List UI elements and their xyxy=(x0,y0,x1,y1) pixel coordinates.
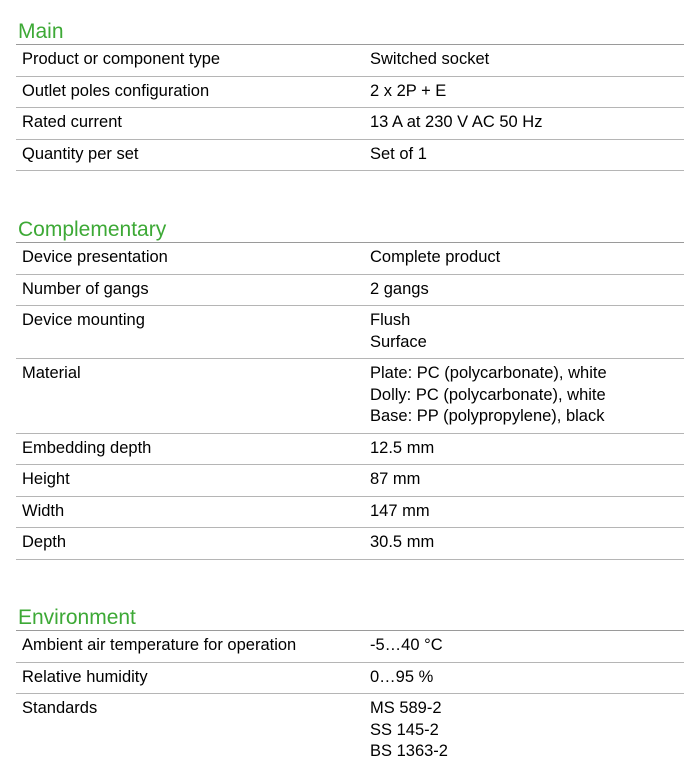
row-value xyxy=(364,275,684,306)
value-line: Flush xyxy=(370,311,411,329)
row-value xyxy=(364,140,684,171)
value-line: 0…95 % xyxy=(370,667,434,686)
value-line: 12.5 mm xyxy=(370,438,435,457)
value-line: Complete product xyxy=(370,248,501,266)
table-row xyxy=(16,694,684,768)
row-label: Ambient air temperature for operation xyxy=(22,636,297,654)
value-line: BS 1363-2 xyxy=(370,742,448,760)
row-value xyxy=(364,434,684,465)
value-line: Switched socket xyxy=(370,50,490,68)
row-label: Material xyxy=(22,364,81,382)
spec-table xyxy=(16,242,684,560)
row-value xyxy=(364,465,684,496)
value-line: Set of 1 xyxy=(370,144,427,163)
row-value xyxy=(364,497,684,528)
section-title: Complementary xyxy=(18,218,167,241)
row-value xyxy=(364,359,684,433)
table-row xyxy=(16,140,684,172)
row-label: Device presentation xyxy=(22,248,168,266)
section-title: Main xyxy=(18,20,64,43)
row-label: Width xyxy=(22,501,65,520)
row-value xyxy=(364,243,684,274)
table-row xyxy=(16,45,684,77)
value-line: 87 mm xyxy=(370,470,421,488)
table-row xyxy=(16,243,684,275)
value-line: SS 145-2 xyxy=(370,720,439,739)
table-row xyxy=(16,275,684,307)
row-label: Outlet poles configuration xyxy=(22,81,210,100)
value-line: 2 gangs xyxy=(370,279,429,298)
row-value xyxy=(364,631,684,662)
table-row xyxy=(16,77,684,109)
row-label: Device mounting xyxy=(22,311,145,329)
row-label: Product or component type xyxy=(22,50,221,68)
value-line: Base: PP (polypropylene), black xyxy=(370,407,605,425)
value-line: 30.5 mm xyxy=(370,533,435,551)
value-line: Dolly: PC (polycarbonate), white xyxy=(370,385,606,404)
table-row xyxy=(16,306,684,359)
value-line: Plate: PC (polycarbonate), white xyxy=(370,364,607,382)
row-label: Relative humidity xyxy=(22,667,148,686)
table-row xyxy=(16,631,684,663)
table-row xyxy=(16,497,684,529)
row-value xyxy=(364,77,684,108)
table-row xyxy=(16,528,684,560)
row-label: Standards xyxy=(22,699,98,717)
table-row xyxy=(16,108,684,140)
row-value xyxy=(364,663,684,694)
spec-table xyxy=(16,630,684,768)
table-row xyxy=(16,359,684,434)
section-environment xyxy=(16,606,684,768)
value-line: Surface xyxy=(370,332,427,351)
section-complementary xyxy=(16,218,684,560)
spec-table xyxy=(16,44,684,171)
row-value xyxy=(364,694,684,768)
row-value xyxy=(364,45,684,76)
row-label: Embedding depth xyxy=(22,438,152,457)
section-title: Environment xyxy=(18,606,136,629)
value-line: MS 589-2 xyxy=(370,699,442,717)
value-line: 147 mm xyxy=(370,501,430,520)
value-line: -5…40 °C xyxy=(370,636,443,654)
row-value xyxy=(364,528,684,559)
row-value xyxy=(364,108,684,139)
row-label: Quantity per set xyxy=(22,144,139,163)
row-label: Rated current xyxy=(22,113,122,131)
table-row xyxy=(16,663,684,695)
row-label: Number of gangs xyxy=(22,279,149,298)
row-value xyxy=(364,306,684,358)
table-row xyxy=(16,465,684,497)
value-line: 13 A at 230 V AC 50 Hz xyxy=(370,113,543,131)
section-main xyxy=(16,20,684,171)
table-row xyxy=(16,434,684,466)
row-label: Height xyxy=(22,470,70,488)
row-label: Depth xyxy=(22,533,67,551)
value-line: 2 x 2P + E xyxy=(370,81,447,100)
